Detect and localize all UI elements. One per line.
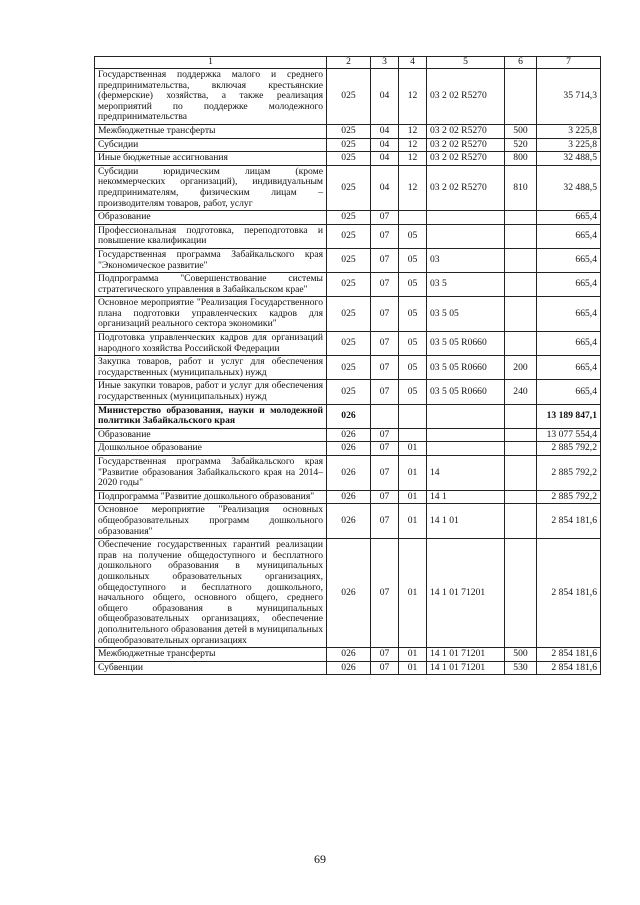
row-pr-cell: 01 xyxy=(399,442,427,456)
table-row xyxy=(95,273,601,297)
row-name-cell: Субвенции xyxy=(95,661,327,675)
row-name-cell: Профессиональная подготовка, переподготовка и повышение квалификации xyxy=(95,224,327,248)
row-rz-cell: 07 xyxy=(371,297,399,332)
row-name-cell: Дошкольное образование xyxy=(95,442,327,456)
row-ved-cell: 025 xyxy=(327,138,371,152)
row-sum-cell: 13 189 847,1 xyxy=(537,404,601,428)
row-ved-cell: 025 xyxy=(327,224,371,248)
row-csr-cell xyxy=(427,224,505,248)
row-ved-cell: 026 xyxy=(327,442,371,456)
row-ved-cell: 025 xyxy=(327,152,371,166)
row-csr-cell xyxy=(427,428,505,442)
row-sum-cell: 3 225,8 xyxy=(537,124,601,138)
row-pr-cell xyxy=(399,404,427,428)
row-name-cell: Иные бюджетные ассигнования xyxy=(95,152,327,166)
row-vr-cell xyxy=(505,490,537,504)
row-vr-cell: 500 xyxy=(505,124,537,138)
row-rz-cell: 07 xyxy=(371,273,399,297)
header-cell: 3 xyxy=(371,57,399,69)
row-ved-cell: 026 xyxy=(327,661,371,675)
table-row xyxy=(95,380,601,404)
table-row xyxy=(95,648,601,662)
row-vr-cell xyxy=(505,211,537,225)
table-row xyxy=(95,428,601,442)
row-rz-cell: 04 xyxy=(371,152,399,166)
row-sum-cell: 32 488,5 xyxy=(537,152,601,166)
row-csr-cell: 03 5 05 R0660 xyxy=(427,356,505,380)
row-pr-cell: 12 xyxy=(399,124,427,138)
table-row xyxy=(95,124,601,138)
row-csr-cell xyxy=(427,211,505,225)
row-rz-cell: 07 xyxy=(371,211,399,225)
row-vr-cell xyxy=(505,273,537,297)
row-csr-cell: 03 2 02 R5270 xyxy=(427,138,505,152)
row-ved-cell: 025 xyxy=(327,248,371,272)
row-ved-cell: 025 xyxy=(327,124,371,138)
row-sum-cell: 2 854 181,6 xyxy=(537,504,601,539)
row-rz-cell: 07 xyxy=(371,428,399,442)
row-pr-cell: 12 xyxy=(399,152,427,166)
row-csr-cell: 03 5 05 xyxy=(427,297,505,332)
row-csr-cell: 03 2 02 R5270 xyxy=(427,165,505,210)
row-pr-cell: 12 xyxy=(399,69,427,125)
table-row xyxy=(95,404,601,428)
row-vr-cell: 530 xyxy=(505,661,537,675)
row-ved-cell: 025 xyxy=(327,273,371,297)
row-vr-cell xyxy=(505,539,537,648)
row-rz-cell: 07 xyxy=(371,490,399,504)
row-pr-cell: 12 xyxy=(399,165,427,210)
header-cell: 1 xyxy=(95,57,327,69)
row-vr-cell xyxy=(505,456,537,491)
row-rz-cell: 07 xyxy=(371,332,399,356)
row-vr-cell: 200 xyxy=(505,356,537,380)
row-sum-cell: 665,4 xyxy=(537,297,601,332)
row-rz-cell xyxy=(371,404,399,428)
row-csr-cell xyxy=(427,442,505,456)
row-csr-cell: 03 5 xyxy=(427,273,505,297)
row-name-cell: Закупка товаров, работ и услуг для обеспечения государственных (муниципальных) нужд xyxy=(95,356,327,380)
row-sum-cell: 2 854 181,6 xyxy=(537,539,601,648)
row-pr-cell: 01 xyxy=(399,648,427,662)
row-vr-cell xyxy=(505,404,537,428)
row-name-cell: Подпрограмма "Развитие дошкольного образования" xyxy=(95,490,327,504)
budget-table xyxy=(94,56,601,675)
row-pr-cell: 12 xyxy=(399,138,427,152)
table-row xyxy=(95,138,601,152)
table-row xyxy=(95,211,601,225)
row-rz-cell: 07 xyxy=(371,648,399,662)
table-row xyxy=(95,297,601,332)
row-vr-cell xyxy=(505,442,537,456)
row-sum-cell: 665,4 xyxy=(537,224,601,248)
table-body xyxy=(95,69,601,675)
row-rz-cell: 04 xyxy=(371,124,399,138)
row-sum-cell: 2 854 181,6 xyxy=(537,661,601,675)
table-row xyxy=(95,165,601,210)
row-ved-cell: 025 xyxy=(327,297,371,332)
row-ved-cell: 026 xyxy=(327,504,371,539)
table-row xyxy=(95,442,601,456)
row-csr-cell: 14 1 01 71201 xyxy=(427,648,505,662)
row-csr-cell: 03 5 05 R0660 xyxy=(427,380,505,404)
row-name-cell: Государственная программа Забайкальского края "Развитие образования Забайкальского края на 2014–2020 годы" xyxy=(95,456,327,491)
row-rz-cell: 07 xyxy=(371,224,399,248)
row-sum-cell: 665,4 xyxy=(537,356,601,380)
row-name-cell: Подпрограмма "Совершенствование системы стратегического управления в Забайкальском крае" xyxy=(95,273,327,297)
row-name-cell: Государственная программа Забайкальского края "Экономическое развитие" xyxy=(95,248,327,272)
row-rz-cell: 07 xyxy=(371,661,399,675)
row-vr-cell: 520 xyxy=(505,138,537,152)
row-csr-cell: 03 xyxy=(427,248,505,272)
row-sum-cell: 2 885 792,2 xyxy=(537,442,601,456)
table-row xyxy=(95,224,601,248)
row-rz-cell: 04 xyxy=(371,138,399,152)
table-row xyxy=(95,504,601,539)
header-cell: 7 xyxy=(537,57,601,69)
row-ved-cell: 025 xyxy=(327,356,371,380)
row-pr-cell: 05 xyxy=(399,224,427,248)
row-ved-cell: 025 xyxy=(327,69,371,125)
row-sum-cell: 32 488,5 xyxy=(537,165,601,210)
row-rz-cell: 07 xyxy=(371,504,399,539)
table-row xyxy=(95,661,601,675)
row-name-cell: Межбюджетные трансферты xyxy=(95,648,327,662)
row-sum-cell: 665,4 xyxy=(537,273,601,297)
row-vr-cell xyxy=(505,297,537,332)
header-cell: 6 xyxy=(505,57,537,69)
page-number: 69 xyxy=(314,852,326,866)
row-ved-cell: 026 xyxy=(327,490,371,504)
row-ved-cell: 026 xyxy=(327,428,371,442)
row-sum-cell: 2 854 181,6 xyxy=(537,648,601,662)
row-name-cell: Подготовка управленческих кадров для организаций народного хозяйства Российской Федерации xyxy=(95,332,327,356)
row-vr-cell xyxy=(505,248,537,272)
row-rz-cell: 04 xyxy=(371,69,399,125)
row-name-cell: Обеспечение государственных гарантий реализации прав на получение общедоступного и бесплатного дошкольного образования в муниципальных дошкольных образовательных организациях, общедоступного и бесплатного дошкольного, начального общего, основного общего, среднего общего образования в муниципальных общеобразовательных организациях, обеспечение дополнительного образования детей в муниципальных общеобразовательных организациях xyxy=(95,539,327,648)
row-rz-cell: 07 xyxy=(371,248,399,272)
row-vr-cell xyxy=(505,69,537,125)
row-rz-cell: 07 xyxy=(371,456,399,491)
row-csr-cell: 14 1 xyxy=(427,490,505,504)
row-rz-cell: 07 xyxy=(371,442,399,456)
row-pr-cell: 01 xyxy=(399,456,427,491)
table-row xyxy=(95,332,601,356)
table-row xyxy=(95,69,601,125)
row-sum-cell: 665,4 xyxy=(537,380,601,404)
row-pr-cell: 05 xyxy=(399,356,427,380)
row-rz-cell: 07 xyxy=(371,356,399,380)
row-pr-cell xyxy=(399,211,427,225)
row-vr-cell xyxy=(505,332,537,356)
row-pr-cell xyxy=(399,428,427,442)
row-name-cell: Субсидии xyxy=(95,138,327,152)
row-name-cell: Субсидии юридическим лицам (кроме некоммерческих организаций), индивидуальным предпринимателям, физическим лицам – производителям товаров, работ, услуг xyxy=(95,165,327,210)
table-row xyxy=(95,248,601,272)
header-cell: 2 xyxy=(327,57,371,69)
row-vr-cell: 810 xyxy=(505,165,537,210)
row-name-cell: Государственная поддержка малого и среднего предпринимательства, включая крестьянские (фермерские) хозяйства, а также реализация мероприятий по поддержке молодежного предпринимательства xyxy=(95,69,327,125)
row-csr-cell: 14 xyxy=(427,456,505,491)
row-ved-cell: 026 xyxy=(327,539,371,648)
row-name-cell: Министерство образования, науки и молодежной политики Забайкальского края xyxy=(95,404,327,428)
row-vr-cell: 240 xyxy=(505,380,537,404)
table-row xyxy=(95,456,601,491)
row-name-cell: Межбюджетные трансферты xyxy=(95,124,327,138)
table-row xyxy=(95,490,601,504)
table-row xyxy=(95,539,601,648)
row-csr-cell: 03 2 02 R5270 xyxy=(427,152,505,166)
row-csr-cell: 03 2 02 R5270 xyxy=(427,69,505,125)
row-rz-cell: 07 xyxy=(371,539,399,648)
row-ved-cell: 025 xyxy=(327,380,371,404)
row-sum-cell: 3 225,8 xyxy=(537,138,601,152)
table-header-row xyxy=(95,57,601,69)
row-ved-cell: 026 xyxy=(327,648,371,662)
row-sum-cell: 35 714,3 xyxy=(537,69,601,125)
row-vr-cell: 500 xyxy=(505,648,537,662)
table-row xyxy=(95,356,601,380)
row-name-cell: Основное мероприятие "Реализация Государственного плана подготовки управленческих кадров для организаций реального сектора экономики" xyxy=(95,297,327,332)
row-pr-cell: 05 xyxy=(399,248,427,272)
row-sum-cell: 2 885 792,2 xyxy=(537,456,601,491)
row-vr-cell xyxy=(505,428,537,442)
row-ved-cell: 026 xyxy=(327,456,371,491)
row-vr-cell: 800 xyxy=(505,152,537,166)
table-row xyxy=(95,152,601,166)
row-name-cell: Образование xyxy=(95,428,327,442)
row-sum-cell: 665,4 xyxy=(537,211,601,225)
row-csr-cell: 03 5 05 R0660 xyxy=(427,332,505,356)
row-sum-cell: 13 077 554,4 xyxy=(537,428,601,442)
row-sum-cell: 665,4 xyxy=(537,248,601,272)
row-ved-cell: 025 xyxy=(327,165,371,210)
row-pr-cell: 05 xyxy=(399,380,427,404)
header-cell: 4 xyxy=(399,57,427,69)
row-pr-cell: 01 xyxy=(399,661,427,675)
row-csr-cell: 14 1 01 xyxy=(427,504,505,539)
row-rz-cell: 07 xyxy=(371,380,399,404)
row-ved-cell: 026 xyxy=(327,404,371,428)
row-rz-cell: 04 xyxy=(371,165,399,210)
row-vr-cell xyxy=(505,224,537,248)
row-name-cell: Основное мероприятие "Реализация основных общеобразовательных программ дошкольного образования" xyxy=(95,504,327,539)
row-name-cell: Иные закупки товаров, работ и услуг для обеспечения государственных (муниципальных) нужд xyxy=(95,380,327,404)
row-name-cell: Образование xyxy=(95,211,327,225)
row-csr-cell: 03 2 02 R5270 xyxy=(427,124,505,138)
row-sum-cell: 665,4 xyxy=(537,332,601,356)
row-pr-cell: 01 xyxy=(399,504,427,539)
row-pr-cell: 05 xyxy=(399,297,427,332)
row-pr-cell: 01 xyxy=(399,490,427,504)
row-pr-cell: 01 xyxy=(399,539,427,648)
row-csr-cell xyxy=(427,404,505,428)
header-cell: 5 xyxy=(427,57,505,69)
row-csr-cell: 14 1 01 71201 xyxy=(427,539,505,648)
row-vr-cell xyxy=(505,504,537,539)
row-sum-cell: 2 885 792,2 xyxy=(537,490,601,504)
row-csr-cell: 14 1 01 71201 xyxy=(427,661,505,675)
row-ved-cell: 025 xyxy=(327,211,371,225)
row-ved-cell: 025 xyxy=(327,332,371,356)
row-pr-cell: 05 xyxy=(399,332,427,356)
row-pr-cell: 05 xyxy=(399,273,427,297)
